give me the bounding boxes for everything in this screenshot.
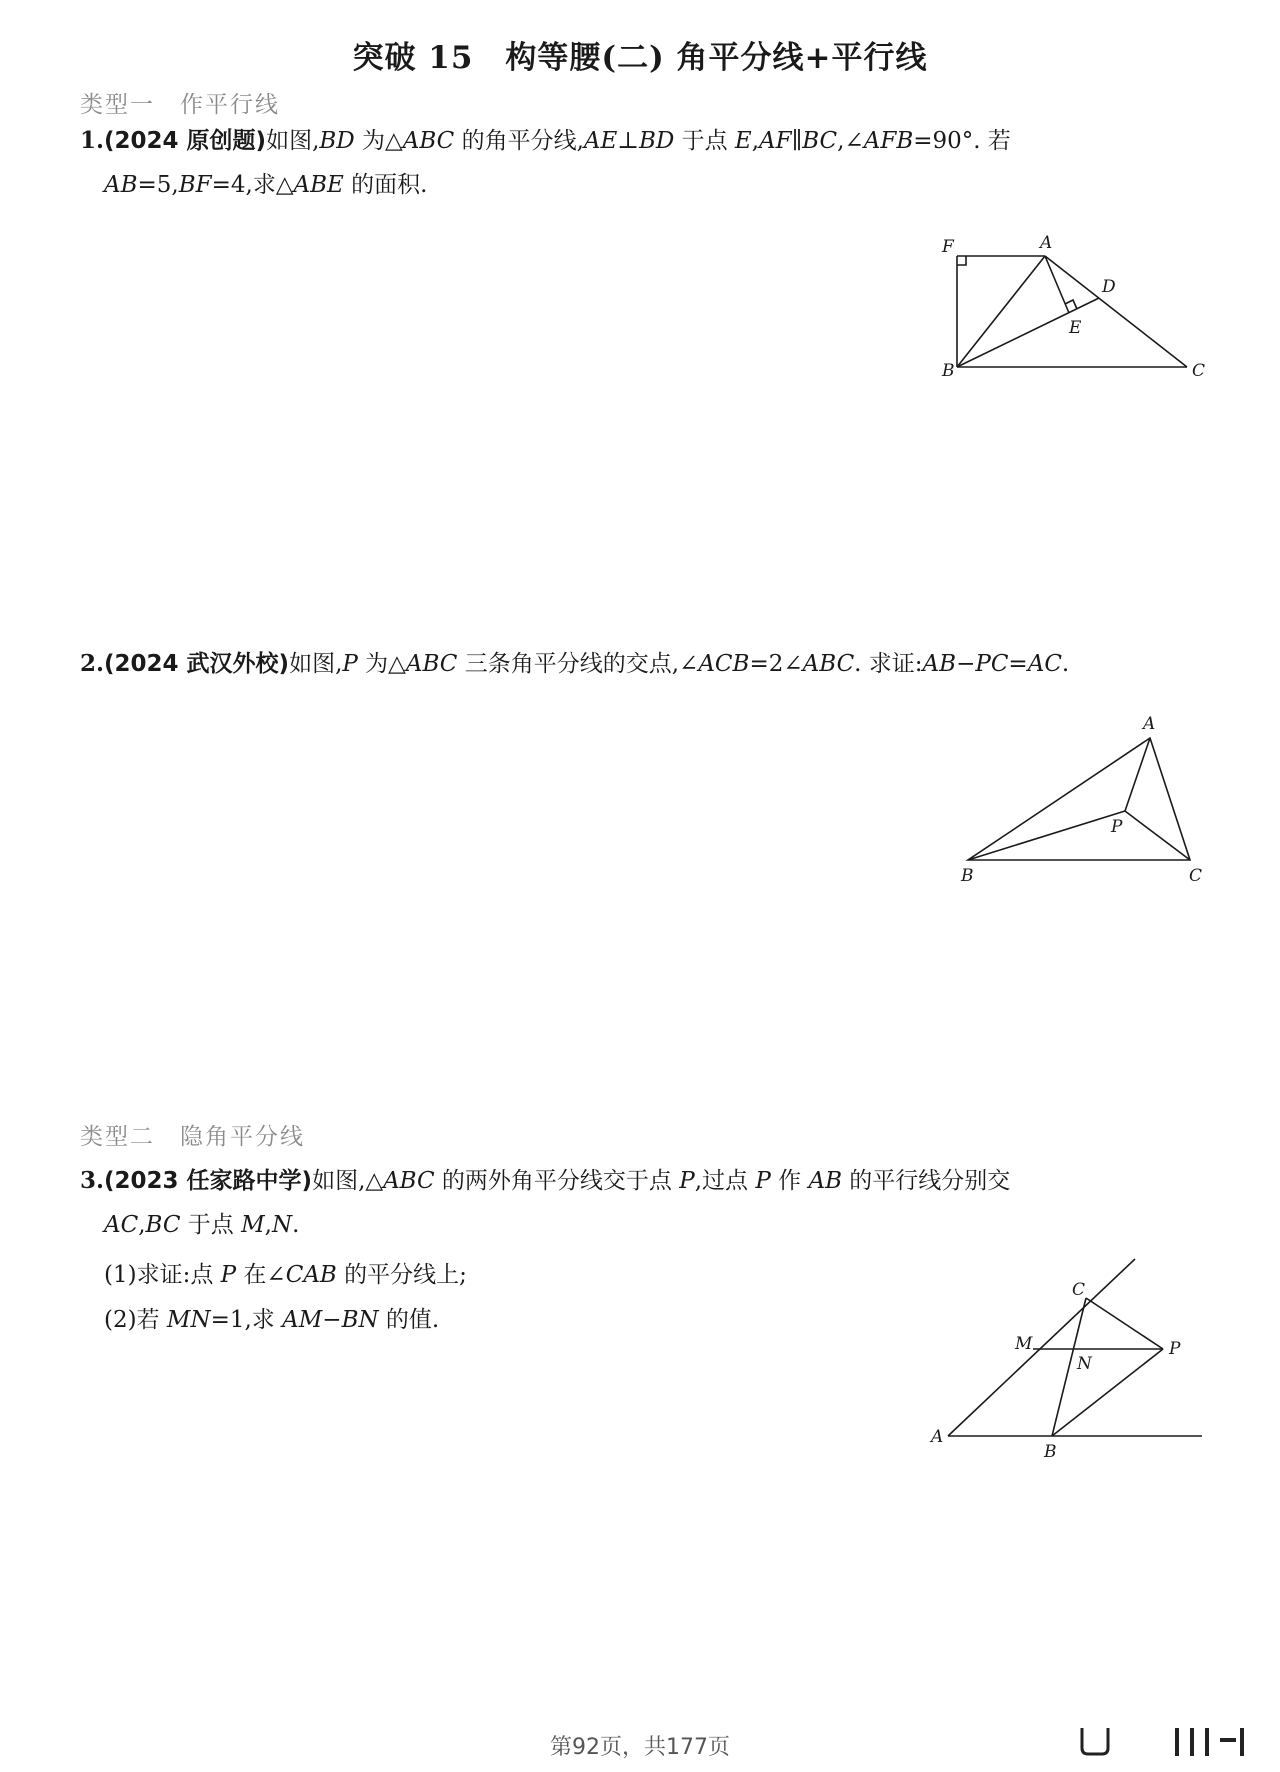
math: MN <box>166 1307 211 1333</box>
math: CAB <box>285 1262 337 1288</box>
text: 的值. <box>378 1307 440 1333</box>
text: 三条角平分线的交点,∠ <box>457 651 699 677</box>
text: , <box>751 128 760 154</box>
label-B: B <box>961 866 974 886</box>
math: ABC <box>802 651 855 677</box>
math: ABE <box>293 172 344 198</box>
text: = <box>1008 651 1028 677</box>
figure-3 <box>920 1255 1220 1470</box>
math: AC <box>1027 651 1062 677</box>
question-1-line-2 <box>104 170 427 200</box>
page-title: 突破 15 构等腰(二) 角平分线+平行线 <box>352 40 928 76</box>
math: ABC <box>405 651 458 677</box>
label-M: M <box>1015 1334 1033 1354</box>
text: 的平行线分别交 <box>841 1168 1011 1194</box>
text: (1)求证:点 <box>104 1262 221 1288</box>
text: − <box>956 651 976 677</box>
text: 的两外角平分线交于点 <box>434 1168 680 1194</box>
segment-PC <box>1125 811 1190 860</box>
math: AM <box>282 1307 323 1333</box>
math: ABC <box>383 1168 435 1194</box>
triangle-ABC <box>968 738 1190 860</box>
label-C: C <box>1072 1280 1086 1300</box>
label-P: P <box>1111 817 1123 837</box>
section-heading-type-1: 类型一 作平行线 <box>80 92 280 118</box>
math: P <box>679 1168 695 1194</box>
label-A: A <box>931 1427 944 1447</box>
math: PC <box>975 651 1009 677</box>
text: , <box>264 1212 272 1238</box>
question-3-line-2 <box>104 1210 299 1240</box>
math: N <box>271 1212 293 1238</box>
math: BC <box>145 1212 181 1238</box>
text: ,∠ <box>837 128 864 154</box>
math: AB <box>922 651 957 677</box>
text: 在∠ <box>236 1262 286 1288</box>
label-C: C <box>1189 866 1203 886</box>
question-3-line-1 <box>80 1166 1010 1196</box>
math: AB <box>104 172 138 198</box>
text: . 求证: <box>854 651 923 677</box>
ray-AC-extended <box>948 1259 1135 1436</box>
question-number: 1. <box>80 127 105 154</box>
text: − <box>322 1307 342 1333</box>
text: ⊥ <box>617 128 639 154</box>
math: BD <box>319 128 355 154</box>
label-P: P <box>1169 1339 1181 1359</box>
page-counter: 第92页，共177页 <box>550 1735 730 1760</box>
question-3-part-2 <box>104 1305 439 1335</box>
question-source: (2024 武汉外校) <box>104 651 290 677</box>
text: =1,求 <box>210 1307 283 1333</box>
segment-PA <box>1125 738 1150 811</box>
rounded-bracket-icon[interactable] <box>1082 1728 1108 1754</box>
text: 为△ <box>357 651 406 677</box>
math: AE <box>583 128 618 154</box>
math: BC <box>802 128 838 154</box>
math: M <box>241 1212 265 1238</box>
text: =2∠ <box>749 651 803 677</box>
figure-1 <box>930 230 1220 380</box>
figure-2 <box>945 715 1220 885</box>
text: 的角平分线, <box>454 128 584 154</box>
text: ∥ <box>791 128 803 154</box>
label-A: A <box>1143 714 1156 734</box>
text: =5, <box>137 172 179 198</box>
question-number: 2. <box>80 650 105 677</box>
label-F: F <box>942 237 954 257</box>
math: AFB <box>863 128 914 154</box>
text: . <box>292 1212 300 1238</box>
math: E <box>734 128 752 154</box>
label-E: E <box>1069 318 1082 338</box>
label-B: B <box>942 361 955 381</box>
vertical-bars-icon[interactable] <box>1175 1728 1244 1756</box>
label-D: D <box>1102 277 1116 297</box>
text: , <box>138 1212 146 1238</box>
segment-AB <box>957 256 1045 367</box>
label-N: N <box>1077 1354 1092 1374</box>
segment-AC <box>1045 256 1187 367</box>
label-B: B <box>1044 1442 1057 1462</box>
text: 的平分线上; <box>336 1262 467 1288</box>
right-angle-mark-F <box>957 256 966 265</box>
question-source: (2024 原创题) <box>104 128 267 154</box>
math: AF <box>759 128 792 154</box>
text: (2)若 <box>104 1307 167 1333</box>
math: P <box>342 651 358 677</box>
text: 如图, <box>266 128 320 154</box>
question-1-line-1 <box>80 126 1011 156</box>
text: 于点 <box>180 1212 242 1238</box>
text: 作 <box>770 1168 809 1194</box>
math: P <box>220 1262 237 1288</box>
math: BN <box>341 1307 379 1333</box>
math: AC <box>104 1212 139 1238</box>
segment-BP <box>1052 1349 1163 1436</box>
math: ACB <box>698 651 750 677</box>
text: 如图, <box>289 651 343 677</box>
text: ,过点 <box>694 1168 756 1194</box>
text: 如图,△ <box>312 1168 384 1194</box>
label-C: C <box>1192 361 1206 381</box>
question-source: (2023 任家路中学) <box>104 1168 313 1194</box>
text: =4,求△ <box>211 172 294 198</box>
text: 为△ <box>354 128 403 154</box>
text: 的面积. <box>343 172 428 198</box>
question-2-line-1 <box>80 649 1069 679</box>
section-heading-type-2: 类型二 隐角平分线 <box>80 1124 305 1150</box>
segment-CP <box>1086 1298 1163 1349</box>
text: . <box>1061 651 1070 677</box>
math: AB <box>808 1168 842 1194</box>
math: BD <box>638 128 675 154</box>
text: =90°. 若 <box>913 128 1011 154</box>
math: BF <box>178 172 212 198</box>
segment-PB <box>968 811 1125 860</box>
question-number: 3. <box>80 1167 105 1194</box>
text: 于点 <box>674 128 735 154</box>
question-3-part-1 <box>104 1260 467 1290</box>
label-A: A <box>1040 233 1053 253</box>
math: P <box>755 1168 771 1194</box>
viewer-toolbar <box>1080 1724 1270 1760</box>
math: ABC <box>402 128 455 154</box>
